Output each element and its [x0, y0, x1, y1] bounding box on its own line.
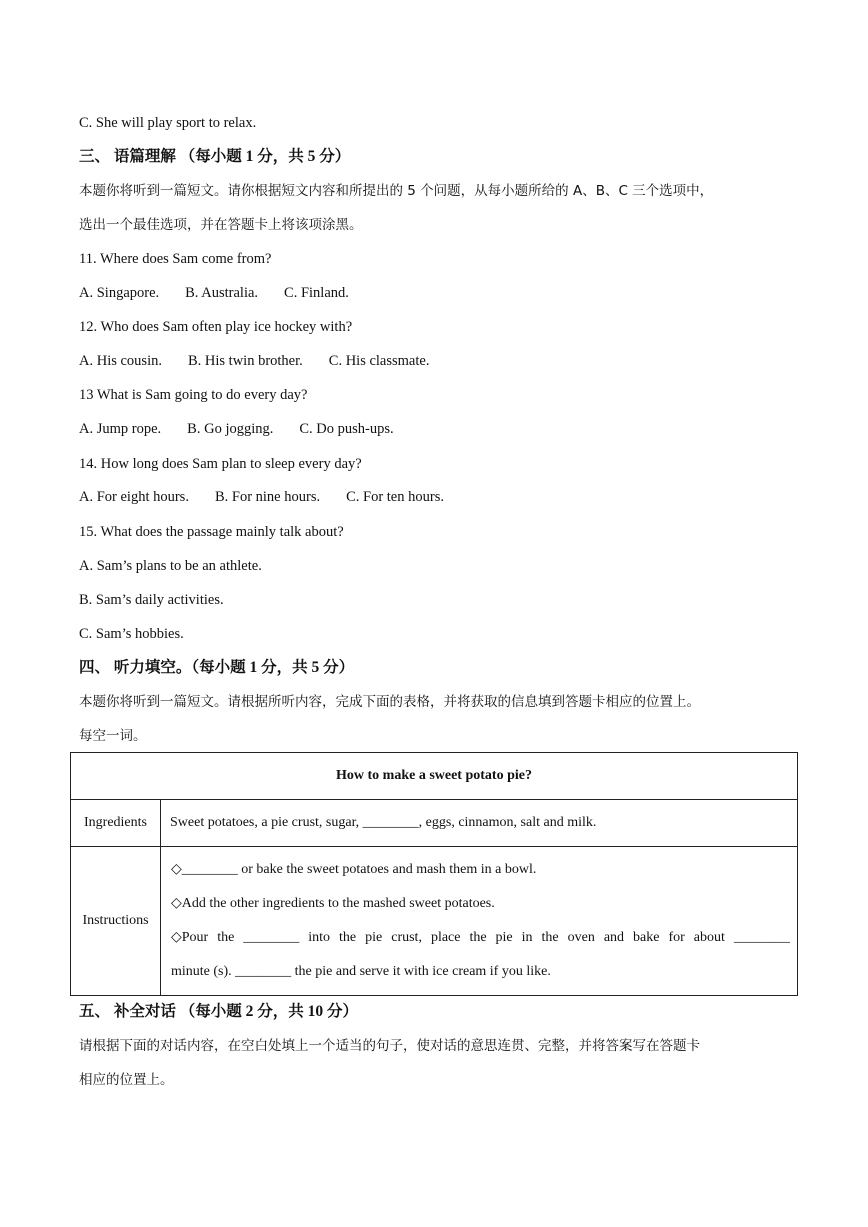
blank: ________ — [733, 930, 790, 945]
question-12-options — [79, 352, 455, 370]
word: the — [469, 930, 487, 945]
question-15-option-b: B. Sam’s daily activities. — [79, 592, 224, 608]
word: pie — [495, 930, 513, 945]
section4-instruction-cont: 每空一词。 — [79, 728, 147, 744]
question-13: 13 What is Sam going to do every day? — [79, 387, 308, 403]
section5-instruction: 请根据下面的对话内容，在空白处填上一个适当的句子，使对话的意思连贯、完整，并将答案写在答题卡 — [79, 1038, 700, 1054]
option-b: B. Go jogging. — [187, 421, 274, 437]
section5-heading: 五、 补全对话 （每小题 2 分，共 10 分） — [79, 1003, 359, 1020]
instruction-step-1: ◇________ or bake the sweet potatoes and mash them in a bowl. — [171, 862, 537, 877]
question-12: 12. Who does Sam often play ice hockey with? — [79, 319, 353, 335]
word: ◇Pour — [171, 930, 209, 945]
section3-heading: 三、 语篇理解 （每小题 1 分，共 5 分） — [79, 148, 351, 165]
prev-option-c: C. She will play sport to relax. — [79, 115, 257, 131]
option-a: A. Singapore. — [79, 285, 160, 301]
instruction-step-2: ◇Add the other ingredients to the mashed sweet potatoes. — [171, 896, 495, 911]
question-14-options — [79, 488, 470, 506]
option-b: B. His twin brother. — [187, 353, 303, 369]
option-c: C. Do push-ups. — [299, 421, 394, 437]
instructions-cell — [161, 847, 798, 996]
section4-heading: 四、 听力填空。（每小题 1 分，共 5 分） — [79, 659, 355, 676]
question-13-options — [79, 420, 420, 438]
option-a: A. His cousin. — [79, 353, 162, 369]
instruction-step-3-cont: minute (s). ________ the pie and serve it with ice cream if you like. — [171, 964, 551, 979]
word: oven — [567, 930, 595, 945]
option-c: C. His classmate. — [328, 353, 430, 369]
ingredients-text: Sweet potatoes, a pie crust, sugar, ________, eggs, cinnamon, salt and milk. — [161, 800, 798, 847]
instruction-step-3 — [171, 921, 790, 955]
word: bake — [633, 930, 660, 945]
word: for — [668, 930, 685, 945]
section4-instruction: 本题你将听到一篇短文。请根据所听内容，完成下面的表格，并将获取的信息填到答题卡相应的位置上。 — [79, 694, 700, 710]
word: the — [541, 930, 559, 945]
section3-instruction: 本题你将听到一篇短文。请你根据短文内容和所提出的 5 个问题，从每小题所给的 A、B、C 三个选项中， — [79, 183, 714, 199]
option-a: A. Jump rope. — [79, 421, 162, 437]
option-b: B. For nine hours. — [214, 489, 321, 505]
question-15: 15. What does the passage mainly talk about? — [79, 524, 344, 540]
word: place — [430, 930, 461, 945]
question-11-options — [79, 284, 375, 302]
option-b: B. Australia. — [185, 285, 259, 301]
question-14: 14. How long does Sam plan to sleep every day? — [79, 456, 362, 472]
word: into — [308, 930, 331, 945]
word: pie — [365, 930, 383, 945]
question-15-option-a: A. Sam’s plans to be an athlete. — [79, 558, 262, 574]
option-c: C. For ten hours. — [346, 489, 444, 505]
table-title: How to make a sweet potato pie? — [71, 753, 798, 800]
word: the — [339, 930, 357, 945]
recipe-table — [70, 752, 798, 996]
question-11: 11. Where does Sam come from? — [79, 251, 272, 267]
word: about — [693, 930, 725, 945]
blank: ________ — [243, 930, 300, 945]
word: and — [603, 930, 625, 945]
option-c: C. Finland. — [284, 285, 349, 301]
word: the — [217, 930, 235, 945]
ingredients-label: Ingredients — [71, 800, 161, 847]
word: crust, — [391, 930, 422, 945]
option-a: A. For eight hours. — [79, 489, 189, 505]
question-15-option-c: C. Sam’s hobbies. — [79, 626, 184, 642]
instructions-label: Instructions — [71, 847, 161, 996]
word: in — [521, 930, 533, 945]
section3-instruction-cont: 选出一个最佳选项，并在答题卡上将该项涂黑。 — [79, 217, 363, 233]
section5-instruction-cont: 相应的位置上。 — [79, 1072, 174, 1088]
